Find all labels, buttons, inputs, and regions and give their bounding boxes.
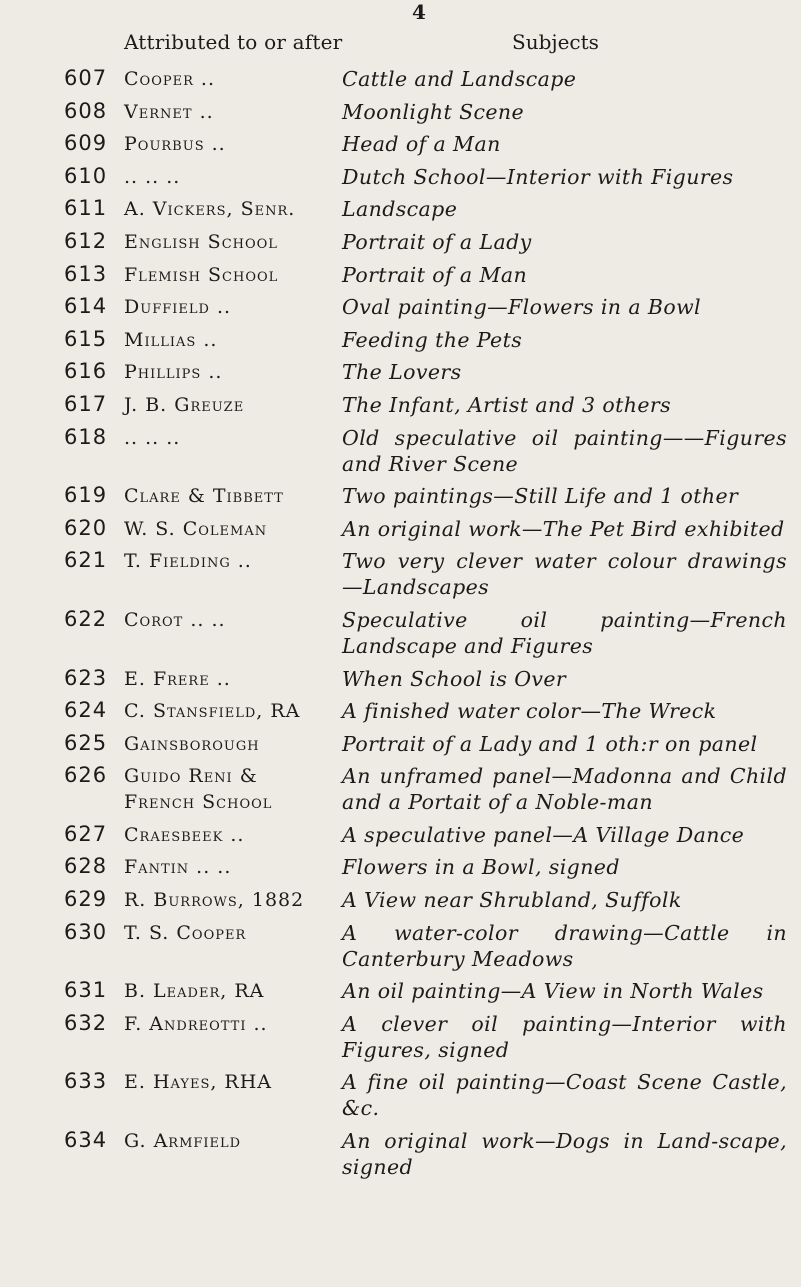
artist-name: English School (124, 230, 278, 253)
artist-name: C. Stansfield, RA (124, 700, 301, 723)
subject-description: A fine oil painting—Coast Scene Castle, &c. (342, 1070, 787, 1121)
catalogue-entry (0, 822, 801, 848)
lot-number: 625 (64, 730, 108, 755)
subject-description: Speculative oil painting—French Landscape and Figures (342, 607, 787, 658)
subject-description: Portrait of a Man (342, 262, 528, 287)
subject-description: Dutch School—Interior with Figures (342, 164, 734, 189)
subject-description: Moonlight Scene (342, 99, 525, 124)
catalogue-entry (0, 1069, 801, 1121)
artist-name: .. .. .. (124, 426, 181, 449)
catalogue-entry (0, 392, 801, 418)
artist-name: Fantin .. .. (124, 856, 232, 879)
catalogue-entry (0, 920, 801, 972)
subject-description: The Lovers (342, 360, 462, 385)
lot-number: 614 (64, 294, 108, 319)
lot-number: 630 (64, 919, 108, 944)
artist-name: T. S. Cooper (124, 921, 247, 944)
lot-number: 633 (64, 1069, 108, 1094)
subject-description: Flowers in a Bowl, signed (342, 855, 620, 880)
lot-number: 632 (64, 1010, 108, 1035)
subject-description: Head of a Man (342, 132, 501, 157)
catalogue-entry (0, 607, 801, 659)
subject-description: Old speculative oil painting——Figures and River Scene (342, 425, 787, 476)
subject-description: Portrait of a Lady and 1 oth:r on panel (342, 731, 758, 756)
subject-description: The Infant, Artist and 3 others (342, 392, 672, 417)
catalogue-entry (0, 1011, 801, 1063)
lot-number: 627 (64, 821, 108, 846)
artist-name: F. Andreotti .. (124, 1012, 268, 1035)
subject-description: Feeding the Pets (342, 327, 523, 352)
catalogue-entry (0, 854, 801, 880)
lot-number: 623 (64, 665, 108, 690)
artist-name: Millias .. (124, 328, 218, 351)
catalogue-entry (0, 66, 801, 92)
catalogue-entry (0, 229, 801, 255)
page-number: 4 (412, 0, 426, 24)
lot-number: 629 (64, 887, 108, 912)
lot-number: 628 (64, 854, 108, 879)
artist-name: E. Hayes, RHA (124, 1071, 273, 1094)
artist-name: J. B. Greuze (124, 393, 245, 416)
subject-description: Two paintings—Still Life and 1 other (342, 484, 739, 509)
artist-name: Duffield .. (124, 296, 232, 319)
subject-description: Oval painting—Flowers in a Bowl (342, 295, 701, 320)
catalogue-entry (0, 425, 801, 477)
subject-description: When School is Over (342, 666, 567, 691)
catalogue-entry (0, 666, 801, 692)
lot-number: 615 (64, 326, 108, 351)
lot-number: 613 (64, 261, 108, 286)
catalogue-entry (0, 731, 801, 757)
lot-number: 634 (64, 1128, 108, 1153)
lot-number: 608 (64, 98, 108, 123)
lot-number: 631 (64, 978, 108, 1003)
subject-description: A View near Shrubland, Suffolk (342, 888, 682, 913)
subject-description: A water-color drawing—Cattle in Canterbury Meadows (342, 920, 787, 971)
lot-number: 611 (64, 196, 108, 221)
subject-description: Two very clever water colour drawings —Landscapes (342, 549, 787, 600)
artist-name: Gainsborough (124, 732, 260, 755)
catalogue-entry (0, 763, 801, 815)
catalogue-entry (0, 262, 801, 288)
subjects-column-heading: Subjects (512, 30, 599, 54)
artist-name: Craesbeek .. (124, 823, 245, 846)
lot-number: 624 (64, 698, 108, 723)
lot-number: 612 (64, 228, 108, 253)
catalogue-entry (0, 164, 801, 190)
catalogue-entry (0, 359, 801, 385)
attributed-column-heading: Attributed to or after (124, 30, 343, 54)
lot-number: 622 (64, 606, 108, 631)
artist-name: E. Frere .. (124, 667, 231, 690)
column-header (0, 30, 801, 58)
artist-name: Corot .. .. (124, 608, 226, 631)
artist-name: Pourbus .. (124, 133, 226, 156)
artist-name: Phillips .. (124, 361, 223, 384)
artist-name: Cooper .. (124, 68, 215, 90)
lot-number: 618 (64, 424, 108, 449)
lot-number: 617 (64, 391, 108, 416)
catalogue-entry (0, 887, 801, 913)
subject-description: A speculative panel—A Village Dance (342, 822, 745, 847)
lot-number: 620 (64, 515, 108, 540)
catalogue-entry (0, 978, 801, 1004)
artist-name: Flemish School (124, 263, 279, 286)
artist-name: G. Armfield (124, 1130, 242, 1153)
lot-number: 610 (64, 163, 108, 188)
artist-name: T. Fielding .. (124, 550, 252, 573)
artist-name: Clare & Tibbett (124, 485, 284, 508)
lot-number: 619 (64, 483, 108, 508)
lot-number: 621 (64, 548, 108, 573)
artist-name: .. .. .. (124, 165, 181, 188)
catalogue-entry (0, 548, 801, 600)
subject-description: Cattle and Landscape (342, 67, 577, 91)
catalogue-entry (0, 99, 801, 125)
catalogue-entry (0, 131, 801, 157)
subject-description: Portrait of a Lady (342, 229, 532, 254)
lot-number: 616 (64, 359, 108, 384)
subject-description: A finished water color—The Wreck (342, 699, 717, 724)
artist-name: B. Leader, RA (124, 980, 265, 1003)
catalogue-entry (0, 698, 801, 724)
catalogue-entry (0, 1128, 801, 1180)
catalogue-entry (0, 483, 801, 509)
artist-name: R. Burrows, 1882 (124, 889, 305, 912)
subject-description: An original work—Dogs in Land-scape, signed (342, 1129, 787, 1180)
subject-description: A clever oil painting—Interior with Figures, signed (342, 1011, 787, 1062)
catalogue-entry (0, 196, 801, 222)
catalogue-entry (0, 327, 801, 353)
catalogue-entry (0, 516, 801, 542)
lot-number: 609 (64, 131, 108, 156)
subject-description: An original work—The Pet Bird exhibited (342, 516, 785, 541)
artist-name: A. Vickers, Senr. (124, 198, 296, 221)
lot-number: 626 (64, 763, 108, 788)
lot-number: 607 (64, 66, 108, 90)
catalogue-list (0, 66, 801, 1187)
artist-name: W. S. Coleman (124, 517, 268, 540)
catalogue-entry (0, 294, 801, 320)
artist-name: Vernet .. (124, 100, 214, 123)
artist-name: Guido Reni & French School (124, 765, 273, 814)
subject-description: An oil painting—A View in North Wales (342, 979, 764, 1004)
subject-description: Landscape (342, 197, 458, 222)
subject-description: An unframed panel—Madonna and Child and a Portait of a Noble-man (342, 764, 787, 815)
